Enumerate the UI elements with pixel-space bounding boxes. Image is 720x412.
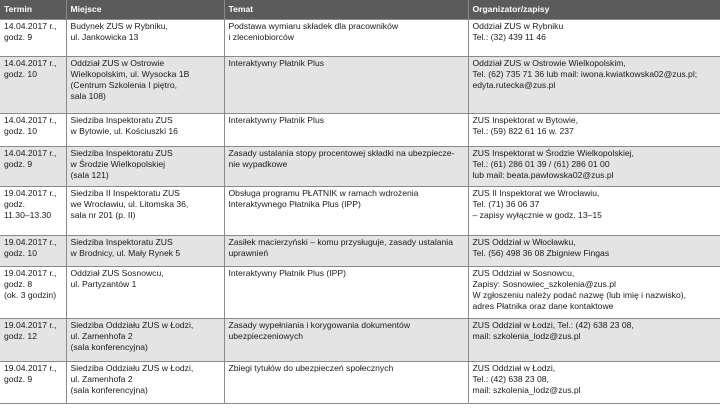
cell-miejsce: Oddział ZUS w Ostrowie Wielkopolskim, ul. Wysocka 1B (Centrum Szkolenia I piętro, sala 108) (66, 57, 224, 114)
cell-temat: Zbiegi tytułów do ubezpieczeń społecznych (224, 362, 468, 404)
cell-temat: Zasady wypełniania i korygowania dokumentów ubezpieczeniowych (224, 319, 468, 362)
cell-miejsce: Siedziba Inspektoratu ZUS w Brodnicy, ul. Mały Rynek 5 (66, 236, 224, 267)
cell-miejsce: Siedziba Inspektoratu ZUS w Środzie Wielkopolskiej (sala 121) (66, 147, 224, 187)
cell-organizator: ZUS Inspektorat w Bytowie, Tel.: (59) 822 61 16 w. 237 (468, 114, 720, 147)
table-header (0, 0, 720, 20)
cell-temat: Interaktywny Płatnik Plus (IPP) (224, 267, 468, 319)
cell-miejsce: Oddział ZUS Sosnowcu, ul. Partyzantów 1 (66, 267, 224, 319)
header-termin: Termin (0, 0, 66, 20)
cell-miejsce: Budynek ZUS w Rybniku, ul. Jankowicka 13 (66, 20, 224, 57)
cell-termin: 19.04.2017 r., godz. 9 (0, 362, 66, 404)
cell-organizator: Oddział ZUS w Ostrowie Wielkopolskim, Tel. (62) 735 71 36 lub mail: iwona.kwiatkowska02@zus.pl; edyta.rutecka@zus.pl (468, 57, 720, 114)
cell-temat: Interaktywny Płatnik Plus (224, 114, 468, 147)
cell-termin: 19.04.2017 r., godz. 10 (0, 236, 66, 267)
cell-organizator: ZUS II Inspektorat we Wrocławiu, Tel. (71) 36 06 37 – zapisy wyłącznie w godz. 13–15 (468, 187, 720, 236)
cell-termin: 19.04.2017 r., godz. 11.30–13.30 (0, 187, 66, 236)
table-body (0, 20, 720, 404)
cell-organizator: ZUS Oddział w Łodzi, Tel.: (42) 638 23 08, mail: szkolenia_lodz@zus.pl (468, 362, 720, 404)
cell-termin: 14.04.2017 r., godz. 9 (0, 20, 66, 57)
cell-organizator: ZUS Oddział w Łodzi, Tel.: (42) 638 23 08, mail: szkolenia_lodz@zus.pl (468, 319, 720, 362)
header-temat: Temat (224, 0, 468, 20)
cell-termin: 19.04.2017 r., godz. 8 (ok. 3 godzin) (0, 267, 66, 319)
cell-organizator: ZUS Inspektorat w Środzie Wielkopolskiej, Tel.: (61) 286 01 39 / (61) 286 01 00 lub mail: beata.pawlowska02@zus.pl (468, 147, 720, 187)
cell-miejsce: Siedziba Inspektoratu ZUS w Bytowie, ul. Kościuszki 16 (66, 114, 224, 147)
cell-organizator: ZUS Oddział w Włocławku, Tel. (56) 498 36 08 Zbigniew Fingas (468, 236, 720, 267)
table-row (0, 362, 720, 404)
cell-temat: Zasiłek macierzyński – komu przysługuje, zasady ustalania uprawnień (224, 236, 468, 267)
cell-organizator: ZUS Oddział w Sosnowcu, Zapisy: Sosnowiec_szkolenia@zus.pl W zgłoszeniu należy podać nazwę (lub imię i nazwisko), adres Płatnika oraz dane kontaktowe (468, 267, 720, 319)
cell-temat: Zasady ustalania stopy procentowej składki na ubezpiecze- nie wypadkowe (224, 147, 468, 187)
cell-termin: 14.04.2017 r., godz. 9 (0, 147, 66, 187)
header-miejsce: Miejsce (66, 0, 224, 20)
table-row (0, 20, 720, 57)
table-row (0, 236, 720, 267)
cell-termin: 14.04.2017 r., godz. 10 (0, 114, 66, 147)
cell-temat: Interaktywny Płatnik Plus (224, 57, 468, 114)
table-row (0, 187, 720, 236)
cell-temat: Podstawa wymiaru składek dla pracowników i zleceniobiorców (224, 20, 468, 57)
table-row (0, 57, 720, 114)
header-organizator: Organizator/zapisy (468, 0, 720, 20)
cell-temat: Obsługa programu PŁATNIK w ramach wdrożenia Interaktywnego Płatnika Plus (IPP) (224, 187, 468, 236)
cell-termin: 14.04.2017 r., godz. 10 (0, 57, 66, 114)
table-row (0, 319, 720, 362)
cell-miejsce: Siedziba II Inspektoratu ZUS we Wrocławiu, ul. Litomska 36, sala nr 201 (p. II) (66, 187, 224, 236)
cell-organizator: Oddział ZUS w Rybniku Tel.: (32) 439 11 46 (468, 20, 720, 57)
cell-miejsce: Siedziba Oddziału ZUS w Łodzi, ul. Zamenhofa 2 (sala konferencyjna) (66, 362, 224, 404)
header-row (0, 0, 720, 20)
table-row (0, 114, 720, 147)
table-row (0, 267, 720, 319)
cell-miejsce: Siedziba Oddziału ZUS w Łodzi, ul. Zamenhofa 2 (sala konferencyjna) (66, 319, 224, 362)
table-row (0, 147, 720, 187)
cell-termin: 19.04.2017 r., godz. 12 (0, 319, 66, 362)
